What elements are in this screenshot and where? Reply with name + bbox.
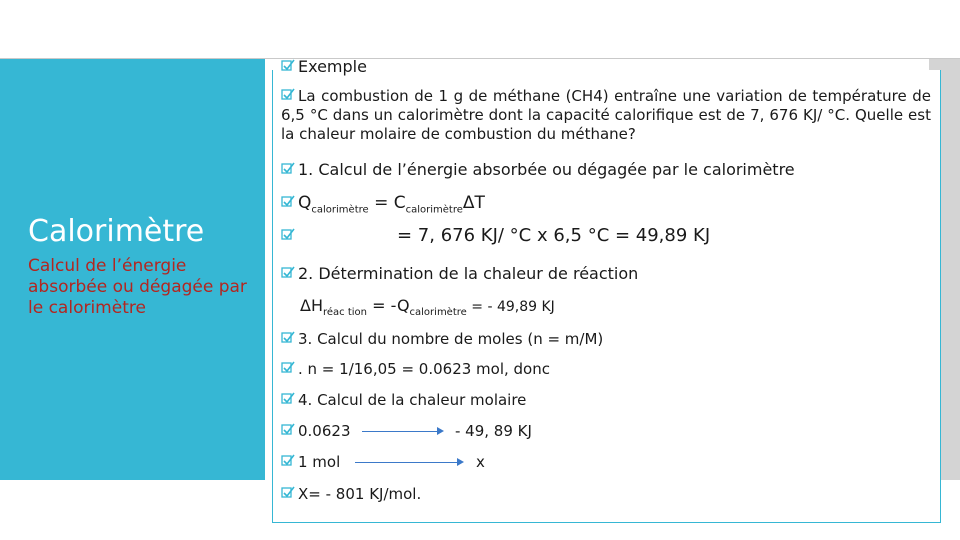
formula-q-bullet [281,193,485,215]
problem-statement [281,87,931,144]
sidebar-title: Calorimètre [28,214,205,249]
formula-h-sub: réac tion [322,307,367,319]
row2-left: 1 mol [298,453,341,471]
result-text: X= - 801 KJ/mol. [298,485,422,503]
arrow-row2 [355,462,462,463]
step2-title: 2. Détermination de la chaleur de réaction [298,264,639,283]
check-box-icon [281,454,295,468]
proportion-row2 [281,453,340,471]
step3-bullet [281,330,603,348]
check-box-icon [281,331,295,345]
check-box-icon [281,195,295,209]
moles-bullet [281,360,550,378]
check-box-icon [281,88,295,102]
problem-text: La combustion de 1 g de méthane (CH4) entraîne une variation de température de 6,5 °C dans un calorimètre dont la capacité calorifique est de 7, 676 KJ/ °C. Quelle est la chaleur molaire de combustion du méthane? [281,87,931,143]
row2-right: x [476,453,485,471]
check-box-icon [281,486,295,500]
formula-h-line [300,296,555,318]
proportion-row1 [281,422,351,440]
formula-h-q-sub: calorimètre [409,307,467,319]
formula-h-val: = - 49,89 KJ [466,299,555,315]
step3-title: 3. Calcul du nombre de moles (n = m/M) [298,330,604,348]
example-heading: Exemple [298,57,367,76]
formula-h: ΔH [300,296,323,315]
formula-eq: = C [368,193,406,213]
step4-title: 4. Calcul de la chaleur molaire [298,391,527,409]
step1-bullet [281,160,795,179]
formula-dt: ΔT [462,193,485,213]
check-box-icon [281,228,295,242]
moles-text: . n = 1/16,05 = 0.0623 mol, donc [298,360,550,378]
sidebar-subtitle: Calcul de l’énergie absorbée ou dégagée par le calorimètre [28,256,247,318]
result-bullet [281,485,421,503]
check-box-icon [281,266,295,280]
formula-c-sub: calorimètre [405,204,463,216]
step1-title: 1. Calcul de l’énergie absorbée ou dégagée par le calorimètre [298,160,795,179]
check-box-icon [281,361,295,375]
calc1-text: = 7, 676 KJ/ °C x 6,5 °C = 49,89 KJ [397,225,711,246]
check-box-icon [281,59,295,73]
calc1-bullet [281,226,298,245]
formula-h-eq: = -Q [367,296,410,315]
arrow-row1 [362,431,442,432]
formula-q: Q [298,193,312,213]
check-box-icon [281,162,295,176]
formula-q-sub: calorimètre [311,204,369,216]
step2-bullet [281,264,638,283]
check-box-icon [281,392,295,406]
step4-bullet [281,391,526,409]
check-box-icon [281,423,295,437]
row1-left: 0.0623 [298,422,351,440]
heading-bullet [281,57,367,76]
row1-right: - 49, 89 KJ [455,422,532,440]
